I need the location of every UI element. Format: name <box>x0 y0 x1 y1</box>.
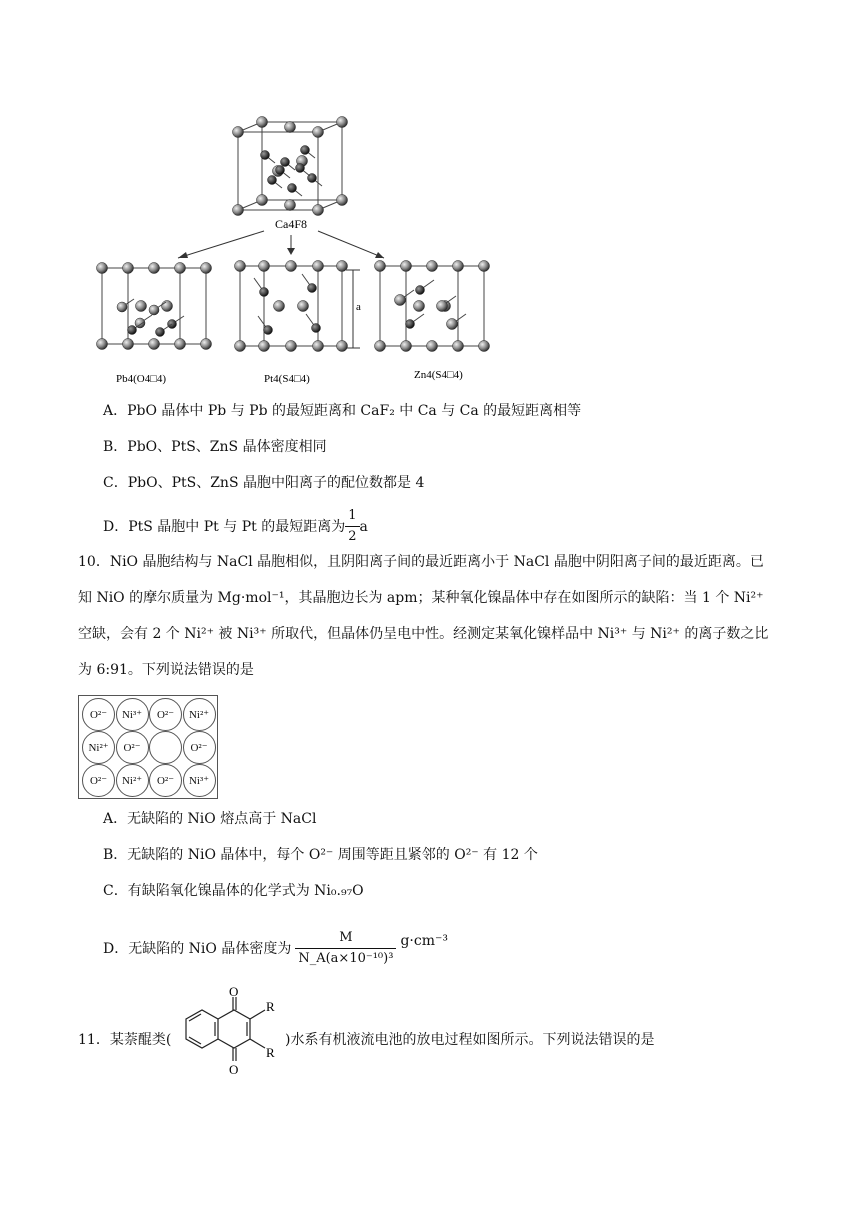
anion-atom <box>406 320 415 329</box>
cation-atom <box>414 301 425 312</box>
cation-atom <box>395 295 406 306</box>
cation-atom <box>117 302 127 312</box>
ion-site: O²⁻ <box>183 731 216 764</box>
q9-option-d <box>103 506 368 547</box>
cation-atom <box>313 261 324 272</box>
cation-atom <box>401 261 412 272</box>
cation-atom <box>479 341 490 352</box>
cation-atom <box>427 341 438 352</box>
dimension-label: a <box>356 301 361 313</box>
ion-site: Ni²⁺ <box>183 698 216 731</box>
nio-defect-lattice <box>78 695 218 799</box>
q10-line-1: 10．NiO 晶胞结构与 NaCl 晶胞相似，且阴阳离子间的最近距离小于 NaCl 晶胞中阴阳离子间的最近距离。已 <box>78 554 764 570</box>
q9-option-d-unit: a <box>359 518 368 535</box>
anion-atom <box>260 288 269 297</box>
derivation-arrows <box>178 231 384 258</box>
q10-line-2: 知 NiO 的摩尔质量为 Mg·mol⁻¹，其晶胞边长为 apm；某种氧化镍晶体中存在如图所示的缺陷：当 1 个 Ni²⁺ <box>78 590 764 606</box>
density-numerator: M <box>295 928 396 949</box>
q10-option-a: A．无缺陷的 NiO 熔点高于 NaCl <box>103 811 317 827</box>
anion-atom <box>156 328 165 337</box>
ion-site: O²⁻ <box>116 731 149 764</box>
cation-atom <box>313 127 324 138</box>
cation-atom <box>298 301 309 312</box>
naphthoquinone-structure <box>168 985 286 1093</box>
cation-atom <box>136 301 147 312</box>
q10-line-3: 空缺，会有 2 个 Ni²⁺ 被 Ni³⁺ 所取代，但晶体仍呈电中性。经测定某氧化镍样品中 Ni³⁺ 与 Ni²⁺ 的离子数之比 <box>78 626 769 642</box>
arrow-heads <box>178 248 384 258</box>
q9-option-a: A．PbO 晶体中 Pb 与 Pb 的最短距离和 CaF₂ 中 Ca 与 Ca 的最短距离相等 <box>103 403 582 419</box>
cation-atom <box>337 341 348 352</box>
pbo-label: Pb4(O4□4) <box>116 373 167 385</box>
cation-atom <box>149 339 160 350</box>
zns-label: Zn4(S4□4) <box>414 369 463 381</box>
cation-atom <box>175 263 186 274</box>
cation-atom <box>274 301 285 312</box>
ion-site: Ni²⁺ <box>82 731 115 764</box>
cation-atom <box>162 301 173 312</box>
cation-atom <box>257 117 268 128</box>
cation-atom <box>123 339 134 350</box>
cation-atom <box>285 200 296 211</box>
cation-atom <box>437 301 448 312</box>
cation-atom <box>313 341 324 352</box>
anion-atom <box>308 284 317 293</box>
cation-atom <box>375 261 386 272</box>
q9-option-b: B．PbO、PtS、ZnS 晶体密度相同 <box>103 439 327 455</box>
anion-atom <box>281 158 290 167</box>
carbonyl-o-top: O <box>229 985 239 999</box>
ion-vacancy <box>149 731 182 764</box>
ca4f8-label: Ca4F8 <box>275 217 308 231</box>
anion-atom <box>301 146 310 155</box>
ion-site: Ni³⁺ <box>183 764 216 797</box>
cation-atom <box>175 339 186 350</box>
q11-suffix: )水系有机液流电池的放电过程如图所示。下列说法错误的是 <box>285 1032 655 1048</box>
cation-atom <box>97 339 108 350</box>
anion-atom <box>296 164 305 173</box>
pbo-cell <box>97 263 212 350</box>
anion-atom <box>261 151 270 160</box>
anion-atom <box>312 324 321 333</box>
cation-atom <box>447 319 458 330</box>
cation-atom <box>337 195 348 206</box>
substituent-r-bottom: R <box>266 1045 275 1060</box>
cation-atom <box>233 127 244 138</box>
anion-atom <box>276 166 285 175</box>
cation-atom <box>257 195 268 206</box>
anion-atom <box>264 326 273 335</box>
cation-atom <box>453 341 464 352</box>
cation-atom <box>401 341 412 352</box>
fraction-denominator: 2 <box>348 529 357 544</box>
q10-line-4: 为 6:91。下列说法错误的是 <box>78 662 254 678</box>
cation-atom <box>97 263 108 274</box>
cation-atom <box>479 261 490 272</box>
q10-option-d-unit: g·cm⁻³ <box>400 932 448 949</box>
cation-atom <box>149 305 159 315</box>
cation-atom <box>286 341 297 352</box>
density-denominator: N_A(a×10⁻¹⁰)³ <box>298 951 394 966</box>
cation-atom <box>201 263 212 274</box>
anion-atom <box>128 326 137 335</box>
zns-cell <box>375 261 490 352</box>
cation-atom <box>337 117 348 128</box>
cation-atom <box>235 261 246 272</box>
substituent-r-top: R <box>266 999 275 1014</box>
anion-atom <box>416 286 425 295</box>
crystal-structures-diagram <box>80 110 500 390</box>
cation-atom <box>337 261 348 272</box>
cation-atom <box>375 341 386 352</box>
cation-atom <box>259 261 270 272</box>
ion-site: Ni³⁺ <box>116 698 149 731</box>
cation-atom <box>427 261 438 272</box>
q11-prefix: 11．某萘醌类( <box>78 1032 172 1048</box>
cation-atom <box>235 341 246 352</box>
q10-option-c: C．有缺陷氧化镍晶体的化学式为 Ni₀.₉₇O <box>103 883 364 899</box>
density-fraction <box>295 928 396 969</box>
ion-site: O²⁻ <box>149 764 182 797</box>
pts-cell <box>235 261 348 352</box>
q9-option-d-text: D．PtS 晶胞中 Pt 与 Pt 的最短距离为 <box>103 518 346 535</box>
cation-atom <box>123 263 134 274</box>
fraction <box>345 506 359 547</box>
cation-atom <box>233 205 244 216</box>
ion-site: O²⁻ <box>82 764 115 797</box>
pts-label: Pt4(S4□4) <box>264 373 310 385</box>
crystal-figure <box>80 110 500 390</box>
cation-atom <box>453 261 464 272</box>
q10-option-d-text: D．无缺陷的 NiO 晶体密度为 <box>103 940 292 957</box>
q10-option-b: B．无缺陷的 NiO 晶体中，每个 O²⁻ 周围等距且紧邻的 O²⁻ 有 12 个 <box>103 847 538 863</box>
q9-option-c: C．PbO、PtS、ZnS 晶胞中阳离子的配位数都是 4 <box>103 475 425 491</box>
ion-site: Ni²⁺ <box>116 764 149 797</box>
fraction-numerator: 1 <box>345 506 359 527</box>
q10-option-d <box>103 928 448 969</box>
ion-site: O²⁻ <box>149 698 182 731</box>
cation-atom <box>286 261 297 272</box>
cation-atom <box>285 122 296 133</box>
ca4f8-cell <box>233 117 348 216</box>
cation-atom <box>149 263 160 274</box>
cation-atom <box>259 341 270 352</box>
cation-atom <box>313 205 324 216</box>
ion-site: O²⁻ <box>82 698 115 731</box>
anion-atom <box>288 184 297 193</box>
carbonyl-o-bottom: O <box>229 1062 239 1077</box>
cation-atom <box>201 339 212 350</box>
anion-atom <box>268 176 277 185</box>
